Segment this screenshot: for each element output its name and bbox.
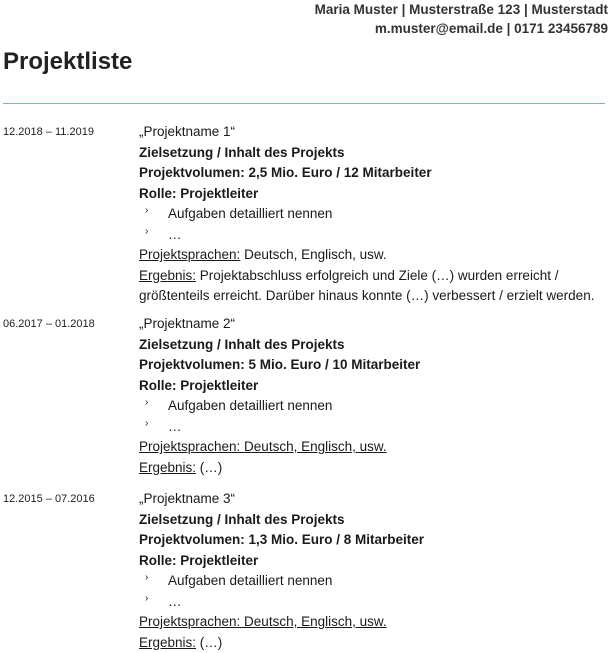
result-label: Ergebnis:: [139, 634, 197, 650]
project-result: [139, 458, 609, 479]
project-role: Rolle: Projektleiter: [139, 377, 259, 393]
bullet-marker-icon: ›: [145, 225, 149, 237]
project-languages: [139, 437, 609, 458]
project-languages: [139, 612, 609, 633]
project-date: 12.2015 – 07.2016: [3, 493, 95, 505]
result-label: Ergebnis:: [139, 267, 197, 283]
project-volume: Projektvolumen: 1,3 Mio. Euro / 8 Mitarbeiter: [139, 532, 425, 547]
project-role: Rolle: Projektleiter: [139, 552, 259, 568]
bullet-marker-icon: ›: [145, 417, 149, 429]
task-text: Aufgaben detailliert nennen: [168, 398, 333, 413]
project-body: [139, 122, 609, 307]
project-body: [139, 314, 609, 478]
bullet-marker-icon: ›: [145, 205, 149, 216]
task-bullet: [139, 396, 609, 417]
bullet-marker-icon: ›: [145, 592, 149, 604]
bullet-marker-icon: ›: [145, 397, 149, 408]
result-label: Ergebnis:: [139, 459, 197, 475]
task-text: …: [168, 418, 182, 434]
languages-value: Deutsch, Englisch, usw.: [240, 247, 387, 262]
project-volume: Projektvolumen: 5 Mio. Euro / 10 Mitarbeiter: [139, 357, 421, 372]
task-text: Aufgaben detailliert nennen: [168, 206, 333, 221]
project-date: 12.2018 – 11.2019: [3, 126, 94, 138]
result-value: (…): [196, 459, 223, 475]
contact-email-phone: m.muster@email.de | 0171 23456789: [374, 21, 608, 36]
result-value: (…): [196, 634, 223, 650]
task-bullet: [139, 592, 609, 613]
project-languages: [139, 245, 609, 266]
languages-label: Projektsprachen: Deutsch, Englisch, usw.: [139, 439, 387, 454]
project-goal: Zielsetzung / Inhalt des Projekts: [139, 336, 345, 352]
task-bullet: [139, 204, 609, 225]
project-result: [139, 633, 609, 653]
title-divider: [3, 103, 605, 104]
project-result: [139, 266, 609, 307]
task-bullet: [139, 417, 609, 438]
project-name: „Projektname 3“: [139, 491, 236, 506]
project-name: „Projektname 2“: [139, 316, 236, 331]
project-volume: Projektvolumen: 2,5 Mio. Euro / 12 Mitarbeiter: [139, 165, 432, 180]
task-text: …: [168, 593, 182, 609]
task-bullet: [139, 225, 609, 246]
project-goal: Zielsetzung / Inhalt des Projekts: [139, 511, 345, 527]
project-name: „Projektname 1“: [139, 124, 236, 139]
bullet-marker-icon: ›: [145, 572, 149, 583]
result-value: Projektabschluss erfolgreich und Ziele (…) wurden erreicht / größtenteils erreicht. Darüber hinaus konnte (…) verbessert / erzielt werden.: [139, 267, 595, 303]
languages-label: Projektsprachen:: [139, 247, 241, 262]
task-text: …: [168, 226, 182, 242]
project-goal: Zielsetzung / Inhalt des Projekts: [139, 144, 345, 160]
contact-header: [315, 0, 608, 38]
task-text: Aufgaben detailliert nennen: [168, 573, 333, 588]
contact-address: Maria Muster | Musterstraße 123 | Musterstadt: [314, 2, 608, 17]
project-role: Rolle: Projektleiter: [139, 185, 259, 201]
project-date: 06.2017 – 01.2018: [3, 318, 95, 330]
task-bullet: [139, 571, 609, 592]
languages-label: Projektsprachen: Deutsch, Englisch, usw.: [139, 614, 387, 629]
project-body: [139, 489, 609, 653]
page-title: Projektliste: [3, 48, 133, 75]
